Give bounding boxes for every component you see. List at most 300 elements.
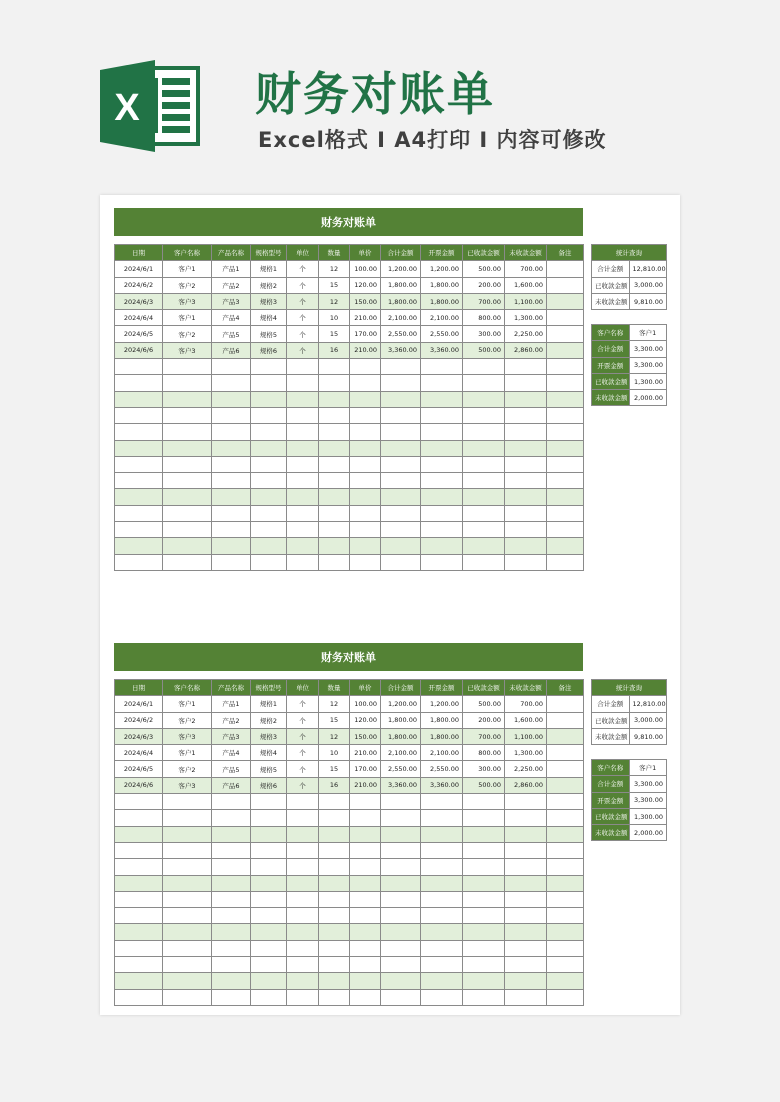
- table-cell[interactable]: [505, 359, 547, 375]
- table-cell[interactable]: 12: [319, 696, 350, 712]
- table-cell[interactable]: [421, 794, 463, 810]
- table-cell[interactable]: [319, 924, 350, 940]
- table-cell[interactable]: 150.00: [350, 293, 381, 309]
- table-cell[interactable]: [319, 538, 350, 554]
- table-cell[interactable]: [287, 908, 319, 924]
- table-cell[interactable]: 500.00: [463, 777, 505, 793]
- table-cell[interactable]: [381, 424, 421, 440]
- table-cell[interactable]: 1,200.00: [421, 696, 463, 712]
- table-cell[interactable]: 2,550.00: [421, 326, 463, 342]
- table-cell[interactable]: [251, 891, 287, 907]
- table-cell[interactable]: 3,360.00: [381, 342, 421, 358]
- table-cell[interactable]: [381, 810, 421, 826]
- table-cell[interactable]: [287, 456, 319, 472]
- table-cell[interactable]: [115, 554, 163, 570]
- table-cell[interactable]: 10: [319, 310, 350, 326]
- table-cell[interactable]: [463, 989, 505, 1005]
- table-cell[interactable]: [212, 924, 251, 940]
- table-cell[interactable]: 个: [287, 777, 319, 793]
- table-cell[interactable]: [115, 538, 163, 554]
- table-cell[interactable]: [463, 554, 505, 570]
- table-cell[interactable]: 规格4: [251, 745, 287, 761]
- table-cell[interactable]: 规格2: [251, 277, 287, 293]
- table-cell[interactable]: [251, 810, 287, 826]
- table-cell[interactable]: [463, 875, 505, 891]
- table-cell[interactable]: 2024/6/6: [115, 777, 163, 793]
- table-cell[interactable]: 500.00: [463, 261, 505, 277]
- table-cell[interactable]: [463, 973, 505, 989]
- table-cell[interactable]: [212, 554, 251, 570]
- table-cell[interactable]: [212, 456, 251, 472]
- table-cell[interactable]: 1,100.00: [505, 293, 547, 309]
- table-cell[interactable]: [251, 957, 287, 973]
- table-cell[interactable]: [212, 908, 251, 924]
- table-cell[interactable]: [350, 456, 381, 472]
- table-cell[interactable]: [115, 891, 163, 907]
- table-cell[interactable]: 个: [287, 712, 319, 728]
- table-cell[interactable]: 1,100.00: [505, 728, 547, 744]
- table-cell[interactable]: 个: [287, 745, 319, 761]
- table-cell[interactable]: [251, 924, 287, 940]
- table-cell[interactable]: 个: [287, 728, 319, 744]
- table-cell[interactable]: [212, 424, 251, 440]
- table-cell[interactable]: 15: [319, 761, 350, 777]
- table-cell[interactable]: [463, 375, 505, 391]
- table-cell[interactable]: [350, 875, 381, 891]
- table-cell[interactable]: 1,300.00: [505, 310, 547, 326]
- table-cell[interactable]: [319, 522, 350, 538]
- table-cell[interactable]: [251, 940, 287, 956]
- table-cell[interactable]: 3,360.00: [421, 342, 463, 358]
- table-cell[interactable]: [350, 359, 381, 375]
- table-cell[interactable]: [251, 359, 287, 375]
- table-cell[interactable]: [547, 277, 584, 293]
- table-cell[interactable]: [163, 359, 212, 375]
- table-cell[interactable]: [319, 842, 350, 858]
- table-cell[interactable]: [319, 989, 350, 1005]
- table-cell[interactable]: [319, 859, 350, 875]
- table-cell[interactable]: [505, 554, 547, 570]
- table-cell[interactable]: [421, 375, 463, 391]
- table-cell[interactable]: [547, 489, 584, 505]
- table-cell[interactable]: [547, 875, 584, 891]
- table-cell[interactable]: [115, 456, 163, 472]
- table-cell[interactable]: [287, 391, 319, 407]
- table-cell[interactable]: 产品2: [212, 712, 251, 728]
- table-cell[interactable]: [463, 489, 505, 505]
- table-cell[interactable]: [547, 728, 584, 744]
- table-cell[interactable]: 2,250.00: [505, 761, 547, 777]
- table-cell[interactable]: [287, 522, 319, 538]
- table-cell[interactable]: 客户1: [163, 745, 212, 761]
- table-cell[interactable]: [463, 924, 505, 940]
- table-cell[interactable]: [463, 424, 505, 440]
- table-cell[interactable]: 210.00: [350, 310, 381, 326]
- table-cell[interactable]: 15: [319, 326, 350, 342]
- table-cell[interactable]: [421, 440, 463, 456]
- table-cell[interactable]: [463, 794, 505, 810]
- table-cell[interactable]: [463, 810, 505, 826]
- table-cell[interactable]: [163, 875, 212, 891]
- table-cell[interactable]: [251, 826, 287, 842]
- table-cell[interactable]: 产品3: [212, 293, 251, 309]
- table-cell[interactable]: 2,550.00: [381, 761, 421, 777]
- table-cell[interactable]: [287, 924, 319, 940]
- table-cell[interactable]: [212, 440, 251, 456]
- table-cell[interactable]: [463, 957, 505, 973]
- table-cell[interactable]: [547, 745, 584, 761]
- table-cell[interactable]: [547, 712, 584, 728]
- table-cell[interactable]: [463, 859, 505, 875]
- table-cell[interactable]: [350, 973, 381, 989]
- table-cell[interactable]: [547, 810, 584, 826]
- table-cell[interactable]: 2024/6/4: [115, 310, 163, 326]
- table-cell[interactable]: 规格1: [251, 696, 287, 712]
- table-cell[interactable]: [287, 505, 319, 521]
- table-cell[interactable]: 1,800.00: [381, 728, 421, 744]
- table-cell[interactable]: [287, 424, 319, 440]
- table-cell[interactable]: 1,200.00: [421, 261, 463, 277]
- table-cell[interactable]: [163, 940, 212, 956]
- table-cell[interactable]: [463, 826, 505, 842]
- table-cell[interactable]: 12: [319, 293, 350, 309]
- table-cell[interactable]: [212, 375, 251, 391]
- table-cell[interactable]: [287, 826, 319, 842]
- table-cell[interactable]: [163, 489, 212, 505]
- table-cell[interactable]: [212, 973, 251, 989]
- table-cell[interactable]: [350, 794, 381, 810]
- table-cell[interactable]: [251, 473, 287, 489]
- table-cell[interactable]: [505, 456, 547, 472]
- table-cell[interactable]: [212, 794, 251, 810]
- table-cell[interactable]: [350, 891, 381, 907]
- table-cell[interactable]: [163, 891, 212, 907]
- table-cell[interactable]: [350, 391, 381, 407]
- table-cell[interactable]: 个: [287, 261, 319, 277]
- table-cell[interactable]: 2,100.00: [381, 310, 421, 326]
- table-cell[interactable]: [115, 859, 163, 875]
- table-cell[interactable]: [163, 859, 212, 875]
- table-cell[interactable]: [115, 989, 163, 1005]
- table-cell[interactable]: [350, 505, 381, 521]
- table-cell[interactable]: 700.00: [505, 261, 547, 277]
- table-cell[interactable]: 500.00: [463, 342, 505, 358]
- table-cell[interactable]: [212, 407, 251, 423]
- table-cell[interactable]: [163, 407, 212, 423]
- table-cell[interactable]: 800.00: [463, 310, 505, 326]
- table-cell[interactable]: [319, 456, 350, 472]
- table-cell[interactable]: 个: [287, 342, 319, 358]
- table-cell[interactable]: [287, 940, 319, 956]
- table-cell[interactable]: [163, 810, 212, 826]
- table-cell[interactable]: [212, 538, 251, 554]
- table-cell[interactable]: [115, 810, 163, 826]
- table-cell[interactable]: [421, 957, 463, 973]
- table-cell[interactable]: 2,100.00: [421, 745, 463, 761]
- table-cell[interactable]: [163, 973, 212, 989]
- table-cell[interactable]: [505, 826, 547, 842]
- table-cell[interactable]: 10: [319, 745, 350, 761]
- table-cell[interactable]: [163, 554, 212, 570]
- table-cell[interactable]: [421, 875, 463, 891]
- table-cell[interactable]: [381, 554, 421, 570]
- table-cell[interactable]: [505, 842, 547, 858]
- table-cell[interactable]: [319, 940, 350, 956]
- table-cell[interactable]: 16: [319, 342, 350, 358]
- table-cell[interactable]: [463, 505, 505, 521]
- table-cell[interactable]: 1,800.00: [381, 712, 421, 728]
- table-cell[interactable]: 200.00: [463, 712, 505, 728]
- table-cell[interactable]: [505, 375, 547, 391]
- table-cell[interactable]: 1,800.00: [421, 712, 463, 728]
- table-cell[interactable]: [212, 359, 251, 375]
- table-cell[interactable]: [547, 407, 584, 423]
- table-cell[interactable]: [212, 826, 251, 842]
- table-cell[interactable]: [350, 489, 381, 505]
- table-cell[interactable]: [547, 940, 584, 956]
- table-cell[interactable]: [287, 810, 319, 826]
- table-cell[interactable]: [287, 538, 319, 554]
- table-cell[interactable]: [421, 891, 463, 907]
- table-cell[interactable]: 个: [287, 277, 319, 293]
- table-cell[interactable]: [421, 908, 463, 924]
- table-cell[interactable]: [251, 456, 287, 472]
- table-cell[interactable]: 规格1: [251, 261, 287, 277]
- table-cell[interactable]: [421, 940, 463, 956]
- table-cell[interactable]: [547, 310, 584, 326]
- table-cell[interactable]: [287, 973, 319, 989]
- table-cell[interactable]: [163, 924, 212, 940]
- table-cell[interactable]: 客户1: [163, 310, 212, 326]
- table-cell[interactable]: [115, 826, 163, 842]
- table-cell[interactable]: [115, 489, 163, 505]
- table-cell[interactable]: [212, 940, 251, 956]
- table-cell[interactable]: [251, 973, 287, 989]
- customer-select[interactable]: 客户1: [629, 760, 667, 776]
- table-cell[interactable]: [463, 440, 505, 456]
- table-cell[interactable]: [115, 842, 163, 858]
- table-cell[interactable]: [381, 859, 421, 875]
- table-cell[interactable]: [350, 924, 381, 940]
- table-cell[interactable]: [547, 261, 584, 277]
- table-cell[interactable]: 16: [319, 777, 350, 793]
- table-cell[interactable]: [251, 875, 287, 891]
- table-cell[interactable]: [163, 424, 212, 440]
- table-cell[interactable]: [319, 440, 350, 456]
- table-cell[interactable]: 2,860.00: [505, 777, 547, 793]
- table-cell[interactable]: 120.00: [350, 712, 381, 728]
- table-cell[interactable]: [381, 375, 421, 391]
- table-cell[interactable]: 500.00: [463, 696, 505, 712]
- table-cell[interactable]: [505, 859, 547, 875]
- table-cell[interactable]: [505, 538, 547, 554]
- table-cell[interactable]: [287, 989, 319, 1005]
- table-cell[interactable]: [421, 973, 463, 989]
- table-cell[interactable]: 2,100.00: [421, 310, 463, 326]
- table-cell[interactable]: [319, 794, 350, 810]
- table-cell[interactable]: 个: [287, 761, 319, 777]
- table-cell[interactable]: [251, 375, 287, 391]
- table-cell[interactable]: [350, 810, 381, 826]
- table-cell[interactable]: 客户3: [163, 777, 212, 793]
- table-cell[interactable]: 2024/6/5: [115, 326, 163, 342]
- table-cell[interactable]: 产品4: [212, 310, 251, 326]
- table-cell[interactable]: [463, 456, 505, 472]
- table-cell[interactable]: 客户1: [163, 696, 212, 712]
- table-cell[interactable]: 1,800.00: [381, 293, 421, 309]
- table-cell[interactable]: [251, 407, 287, 423]
- table-cell[interactable]: [547, 359, 584, 375]
- table-cell[interactable]: [381, 407, 421, 423]
- table-cell[interactable]: [421, 810, 463, 826]
- table-cell[interactable]: [163, 794, 212, 810]
- table-cell[interactable]: [115, 391, 163, 407]
- table-cell[interactable]: [505, 810, 547, 826]
- table-cell[interactable]: [163, 505, 212, 521]
- table-cell[interactable]: 1,800.00: [381, 277, 421, 293]
- table-cell[interactable]: 规格6: [251, 777, 287, 793]
- table-cell[interactable]: [547, 375, 584, 391]
- table-cell[interactable]: [163, 473, 212, 489]
- table-cell[interactable]: [381, 875, 421, 891]
- table-cell[interactable]: 100.00: [350, 261, 381, 277]
- table-cell[interactable]: 12: [319, 261, 350, 277]
- table-cell[interactable]: 2,250.00: [505, 326, 547, 342]
- table-cell[interactable]: 12: [319, 728, 350, 744]
- table-cell[interactable]: [421, 842, 463, 858]
- table-cell[interactable]: [463, 908, 505, 924]
- table-cell[interactable]: [212, 505, 251, 521]
- table-cell[interactable]: 2024/6/3: [115, 728, 163, 744]
- table-cell[interactable]: [463, 842, 505, 858]
- table-cell[interactable]: 1,800.00: [421, 277, 463, 293]
- table-cell[interactable]: [505, 924, 547, 940]
- table-cell[interactable]: [319, 826, 350, 842]
- table-cell[interactable]: [421, 924, 463, 940]
- table-cell[interactable]: [287, 489, 319, 505]
- table-cell[interactable]: [319, 554, 350, 570]
- table-cell[interactable]: [287, 440, 319, 456]
- table-cell[interactable]: [505, 957, 547, 973]
- table-cell[interactable]: 120.00: [350, 277, 381, 293]
- table-cell[interactable]: [421, 391, 463, 407]
- table-cell[interactable]: [212, 957, 251, 973]
- table-cell[interactable]: [251, 538, 287, 554]
- table-cell[interactable]: [547, 842, 584, 858]
- table-cell[interactable]: 产品3: [212, 728, 251, 744]
- table-cell[interactable]: [163, 842, 212, 858]
- table-cell[interactable]: [163, 440, 212, 456]
- table-cell[interactable]: [547, 794, 584, 810]
- table-cell[interactable]: 2024/6/2: [115, 712, 163, 728]
- table-cell[interactable]: 2024/6/6: [115, 342, 163, 358]
- table-cell[interactable]: 2,550.00: [421, 761, 463, 777]
- table-cell[interactable]: 210.00: [350, 777, 381, 793]
- table-cell[interactable]: [319, 375, 350, 391]
- table-cell[interactable]: [251, 424, 287, 440]
- table-cell[interactable]: 产品5: [212, 326, 251, 342]
- table-cell[interactable]: [251, 391, 287, 407]
- table-cell[interactable]: [319, 957, 350, 973]
- table-cell[interactable]: [547, 293, 584, 309]
- table-cell[interactable]: [505, 875, 547, 891]
- table-cell[interactable]: [381, 538, 421, 554]
- table-cell[interactable]: [505, 794, 547, 810]
- table-cell[interactable]: 150.00: [350, 728, 381, 744]
- table-cell[interactable]: [115, 440, 163, 456]
- table-cell[interactable]: 规格2: [251, 712, 287, 728]
- table-cell[interactable]: 个: [287, 293, 319, 309]
- table-cell[interactable]: [212, 522, 251, 538]
- table-cell[interactable]: 3,360.00: [421, 777, 463, 793]
- table-cell[interactable]: [319, 424, 350, 440]
- table-cell[interactable]: [381, 522, 421, 538]
- table-cell[interactable]: 规格5: [251, 761, 287, 777]
- table-cell[interactable]: 700.00: [463, 728, 505, 744]
- table-cell[interactable]: [251, 554, 287, 570]
- table-cell[interactable]: [115, 973, 163, 989]
- table-cell[interactable]: [547, 891, 584, 907]
- table-cell[interactable]: [381, 891, 421, 907]
- table-cell[interactable]: [163, 522, 212, 538]
- table-cell[interactable]: [381, 957, 421, 973]
- table-cell[interactable]: [547, 859, 584, 875]
- table-cell[interactable]: 170.00: [350, 326, 381, 342]
- table-cell[interactable]: [115, 957, 163, 973]
- table-cell[interactable]: 200.00: [463, 277, 505, 293]
- table-cell[interactable]: 300.00: [463, 326, 505, 342]
- table-cell[interactable]: [381, 391, 421, 407]
- table-cell[interactable]: [463, 891, 505, 907]
- table-cell[interactable]: [350, 522, 381, 538]
- table-cell[interactable]: [547, 957, 584, 973]
- table-cell[interactable]: 产品1: [212, 261, 251, 277]
- table-cell[interactable]: 客户3: [163, 728, 212, 744]
- table-cell[interactable]: [163, 989, 212, 1005]
- table-cell[interactable]: 3,360.00: [381, 777, 421, 793]
- table-cell[interactable]: [547, 761, 584, 777]
- table-cell[interactable]: 客户2: [163, 277, 212, 293]
- table-cell[interactable]: [547, 908, 584, 924]
- customer-select[interactable]: 客户1: [629, 325, 667, 341]
- table-cell[interactable]: [287, 473, 319, 489]
- table-cell[interactable]: [505, 424, 547, 440]
- table-cell[interactable]: 客户1: [163, 261, 212, 277]
- table-cell[interactable]: [319, 489, 350, 505]
- table-cell[interactable]: [421, 538, 463, 554]
- table-cell[interactable]: [115, 407, 163, 423]
- table-cell[interactable]: [350, 908, 381, 924]
- table-cell[interactable]: [463, 940, 505, 956]
- table-cell[interactable]: [319, 810, 350, 826]
- table-cell[interactable]: [212, 810, 251, 826]
- table-cell[interactable]: [251, 908, 287, 924]
- table-cell[interactable]: [115, 473, 163, 489]
- table-cell[interactable]: [381, 908, 421, 924]
- table-cell[interactable]: [381, 973, 421, 989]
- table-cell[interactable]: [319, 875, 350, 891]
- table-cell[interactable]: [421, 826, 463, 842]
- table-cell[interactable]: 2024/6/4: [115, 745, 163, 761]
- table-cell[interactable]: [319, 407, 350, 423]
- table-cell[interactable]: [287, 875, 319, 891]
- table-cell[interactable]: [547, 989, 584, 1005]
- table-cell[interactable]: [163, 908, 212, 924]
- table-cell[interactable]: 210.00: [350, 342, 381, 358]
- table-cell[interactable]: [547, 342, 584, 358]
- table-cell[interactable]: [251, 505, 287, 521]
- table-cell[interactable]: [421, 989, 463, 1005]
